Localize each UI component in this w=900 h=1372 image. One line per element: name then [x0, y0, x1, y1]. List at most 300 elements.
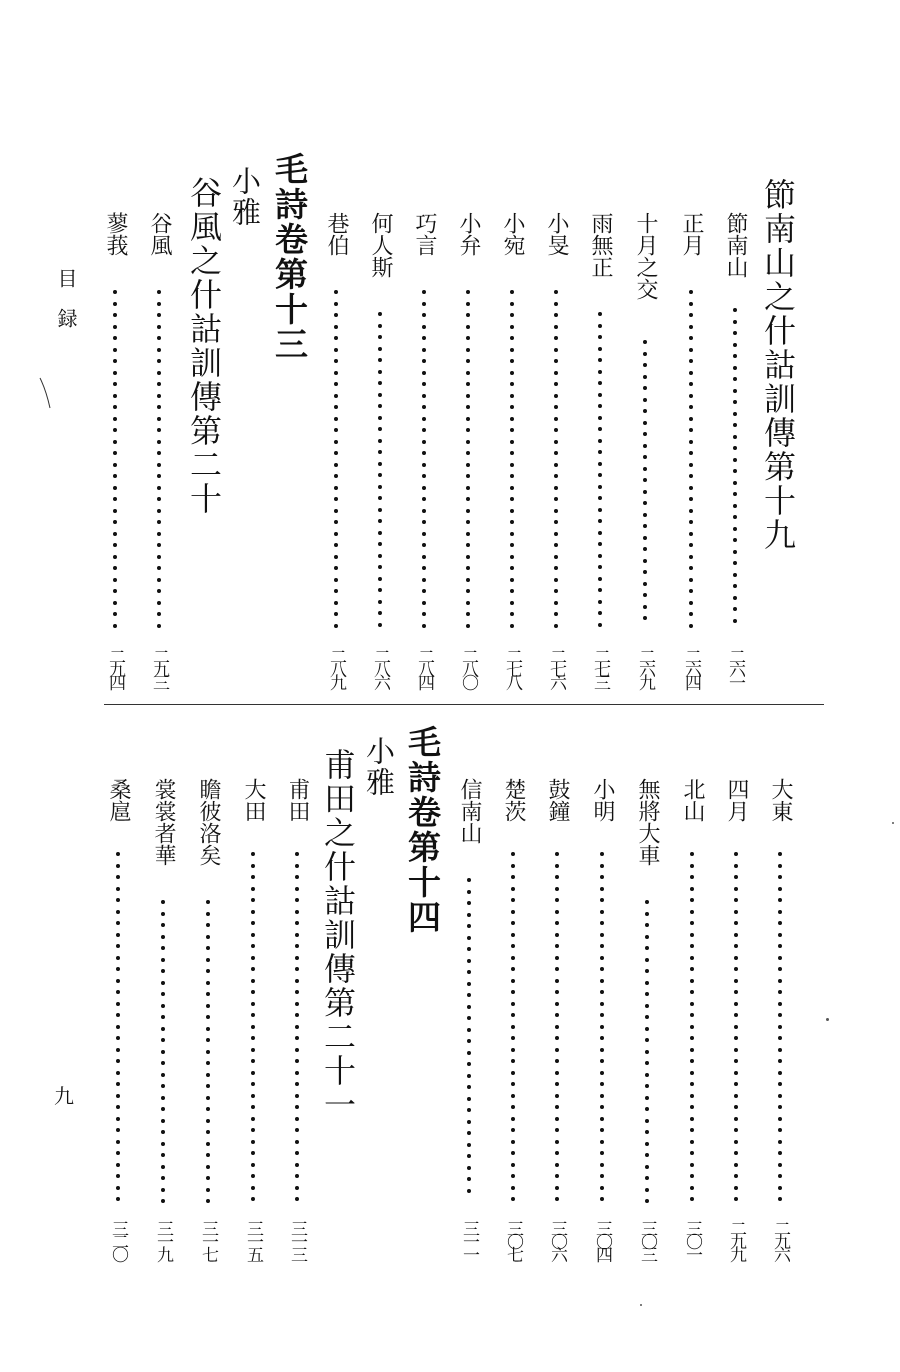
leader-dot	[116, 1013, 120, 1017]
toc-entry-title: 楚茨	[501, 778, 526, 822]
leader-dot	[734, 933, 738, 937]
leader-dot	[734, 1105, 738, 1109]
leader-dot	[466, 463, 470, 467]
leader-dot	[511, 1140, 515, 1144]
leader-dot	[422, 313, 426, 317]
leader-dot	[378, 312, 382, 316]
leader-dot	[734, 1094, 738, 1098]
leader-dot	[645, 946, 649, 950]
dot-leader	[206, 900, 210, 1202]
leader-dot	[643, 363, 647, 367]
leader-dot	[689, 509, 693, 513]
leader-dot	[422, 348, 426, 352]
leader-dot	[116, 1048, 120, 1052]
leader-dot	[295, 967, 299, 971]
leader-dot	[690, 1163, 694, 1167]
leader-dot	[598, 439, 602, 443]
leader-dot	[733, 538, 737, 542]
leader-dot	[116, 1059, 120, 1063]
leader-dot	[116, 1140, 120, 1144]
leader-dot	[295, 1025, 299, 1029]
leader-dot	[643, 536, 647, 540]
leader-dot	[251, 898, 255, 902]
leader-dot	[510, 566, 514, 570]
leader-dot	[554, 325, 558, 329]
leader-dot	[511, 1151, 515, 1155]
leader-dot	[251, 1071, 255, 1075]
leader-dot	[295, 1094, 299, 1098]
leader-dot	[157, 555, 161, 559]
leader-dot	[251, 1151, 255, 1155]
dot-leader	[598, 312, 602, 628]
leader-dot	[251, 1013, 255, 1017]
leader-dot	[511, 1013, 515, 1017]
leader-dot	[600, 864, 604, 868]
leader-dot	[690, 1186, 694, 1190]
leader-dot	[600, 1048, 604, 1052]
leader-dot	[466, 440, 470, 444]
leader-dot	[689, 382, 693, 386]
leader-dot	[378, 427, 382, 431]
leader-dot	[467, 993, 471, 997]
leader-dot	[645, 1084, 649, 1088]
leader-dot	[378, 519, 382, 523]
leader-dot	[734, 1013, 738, 1017]
toc-page-number: 二九四	[105, 648, 125, 687]
toc-page-number: 二九三	[149, 648, 169, 687]
leader-dot	[510, 578, 514, 582]
leader-dot	[689, 486, 693, 490]
leader-dot	[734, 979, 738, 983]
leader-dot	[511, 1163, 515, 1167]
leader-dot	[555, 1094, 559, 1098]
dot-leader	[295, 852, 299, 1202]
leader-dot	[113, 601, 117, 605]
leader-dot	[690, 967, 694, 971]
leader-dot	[733, 515, 737, 519]
leader-dot	[116, 1174, 120, 1178]
leader-dot	[733, 331, 737, 335]
leader-dot	[598, 600, 602, 604]
leader-dot	[378, 370, 382, 374]
leader-dot	[206, 992, 210, 996]
leader-dot	[689, 520, 693, 524]
leader-dot	[295, 852, 299, 856]
leader-dot	[157, 543, 161, 547]
leader-dot	[600, 898, 604, 902]
leader-dot	[113, 290, 117, 294]
leader-dot	[206, 1096, 210, 1100]
leader-dot	[467, 924, 471, 928]
leader-dot	[778, 1151, 782, 1155]
toc-entry-title: 小旻	[544, 212, 569, 256]
leader-dot	[157, 451, 161, 455]
toc-entry-title: 瞻彼洛矣	[196, 778, 221, 866]
leader-dot	[511, 887, 515, 891]
leader-dot	[295, 1048, 299, 1052]
leader-dot	[157, 612, 161, 616]
leader-dot	[334, 313, 338, 317]
leader-dot	[161, 1142, 165, 1146]
leader-dot	[334, 474, 338, 478]
leader-dot	[555, 921, 559, 925]
leader-dot	[643, 375, 647, 379]
leader-dot	[334, 589, 338, 593]
leader-dot	[555, 1071, 559, 1075]
leader-dot	[161, 1107, 165, 1111]
leader-dot	[600, 933, 604, 937]
leader-dot	[466, 578, 470, 582]
leader-dot	[116, 1163, 120, 1167]
leader-dot	[157, 509, 161, 513]
leader-dot	[378, 347, 382, 351]
leader-dot	[157, 428, 161, 432]
leader-dot	[378, 393, 382, 397]
leader-dot	[690, 864, 694, 868]
leader-dot	[643, 455, 647, 459]
toc-page-number: 三〇三	[637, 1220, 657, 1259]
leader-dot	[733, 504, 737, 508]
leader-dot	[555, 979, 559, 983]
leader-dot	[689, 348, 693, 352]
leader-dot	[511, 852, 515, 856]
leader-dot	[116, 887, 120, 891]
leader-dot	[643, 593, 647, 597]
leader-dot	[251, 1163, 255, 1167]
leader-dot	[600, 875, 604, 879]
leader-dot	[600, 1059, 604, 1063]
leader-dot	[645, 1073, 649, 1077]
dot-leader	[778, 852, 782, 1202]
leader-dot	[600, 1186, 604, 1190]
leader-dot	[598, 393, 602, 397]
leader-dot	[643, 478, 647, 482]
leader-dot	[510, 417, 514, 421]
leader-dot	[378, 565, 382, 569]
leader-dot	[510, 543, 514, 547]
leader-dot	[600, 1151, 604, 1155]
leader-dot	[161, 1153, 165, 1157]
leader-dot	[378, 508, 382, 512]
leader-dot	[466, 428, 470, 432]
leader-dot	[334, 359, 338, 363]
leader-dot	[511, 1186, 515, 1190]
leader-dot	[422, 394, 426, 398]
leader-dot	[689, 451, 693, 455]
leader-dot	[251, 1174, 255, 1178]
leader-dot	[555, 990, 559, 994]
leader-dot	[778, 1048, 782, 1052]
dot-leader	[689, 290, 693, 628]
leader-dot	[295, 956, 299, 960]
leader-dot	[643, 444, 647, 448]
leader-dot	[555, 1059, 559, 1063]
leader-dot	[334, 520, 338, 524]
leader-dot	[643, 582, 647, 586]
leader-dot	[157, 440, 161, 444]
leader-dot	[161, 1176, 165, 1180]
leader-dot	[510, 359, 514, 363]
leader-dot	[643, 490, 647, 494]
leader-dot	[467, 1177, 471, 1181]
leader-dot	[554, 486, 558, 490]
leader-dot	[295, 1059, 299, 1063]
leader-dot	[334, 497, 338, 501]
leader-dot	[598, 496, 602, 500]
leader-dot	[295, 1174, 299, 1178]
leader-dot	[645, 1199, 649, 1203]
leader-dot	[643, 501, 647, 505]
leader-dot	[422, 336, 426, 340]
leader-dot	[466, 405, 470, 409]
leader-dot	[378, 404, 382, 408]
leader-dot	[116, 979, 120, 983]
leader-dot	[600, 1163, 604, 1167]
toc-page-number: 二七三	[590, 648, 610, 687]
dot-leader	[733, 308, 737, 628]
leader-dot	[733, 423, 737, 427]
leader-dot	[733, 492, 737, 496]
leader-dot	[206, 1176, 210, 1180]
leader-dot	[778, 910, 782, 914]
leader-dot	[113, 543, 117, 547]
leader-dot	[467, 1039, 471, 1043]
leader-dot	[422, 555, 426, 559]
leader-dot	[467, 970, 471, 974]
leader-dot	[422, 624, 426, 628]
leader-dot	[113, 463, 117, 467]
leader-dot	[689, 624, 693, 628]
leader-dot	[113, 486, 117, 490]
leader-dot	[422, 486, 426, 490]
leader-dot	[113, 325, 117, 329]
leader-dot	[600, 852, 604, 856]
leader-dot	[689, 463, 693, 467]
leader-dot	[734, 1036, 738, 1040]
leader-dot	[778, 1036, 782, 1040]
leader-dot	[251, 1197, 255, 1201]
leader-dot	[206, 1027, 210, 1031]
leader-dot	[555, 1002, 559, 1006]
toc-page-number: 三一五	[243, 1220, 263, 1259]
leader-dot	[733, 446, 737, 450]
leader-dot	[554, 463, 558, 467]
leader-dot	[161, 935, 165, 939]
leader-dot	[251, 887, 255, 891]
leader-dot	[510, 440, 514, 444]
leader-dot	[334, 543, 338, 547]
leader-dot	[598, 473, 602, 477]
toc-entry-title: 裳裳者華	[151, 778, 176, 866]
leader-dot	[554, 543, 558, 547]
leader-dot	[157, 589, 161, 593]
leader-dot	[778, 1094, 782, 1098]
leader-dot	[598, 577, 602, 581]
leader-dot	[600, 921, 604, 925]
leader-dot	[645, 1027, 649, 1031]
leader-dot	[422, 451, 426, 455]
leader-dot	[116, 944, 120, 948]
leader-dot	[422, 417, 426, 421]
leader-dot	[778, 1163, 782, 1167]
toc-page-number: 三一九	[153, 1220, 173, 1259]
leader-dot	[510, 601, 514, 605]
leader-dot	[734, 1059, 738, 1063]
leader-dot	[734, 910, 738, 914]
leader-dot	[733, 308, 737, 312]
leader-dot	[467, 1143, 471, 1147]
leader-dot	[734, 1048, 738, 1052]
leader-dot	[113, 497, 117, 501]
leader-dot	[778, 1013, 782, 1017]
leader-dot	[600, 990, 604, 994]
leader-dot	[689, 359, 693, 363]
toc-page-number: 三〇一	[682, 1220, 702, 1259]
leader-dot	[334, 371, 338, 375]
leader-dot	[251, 1105, 255, 1109]
leader-dot	[422, 612, 426, 616]
leader-dot	[689, 555, 693, 559]
toc-entry-title: 何人斯	[368, 212, 393, 278]
leader-dot	[733, 377, 737, 381]
leader-dot	[113, 566, 117, 570]
dot-leader	[734, 852, 738, 1202]
leader-dot	[422, 532, 426, 536]
leader-dot	[334, 624, 338, 628]
leader-dot	[378, 381, 382, 385]
leader-dot	[510, 474, 514, 478]
leader-dot	[690, 1105, 694, 1109]
leader-dot	[555, 1128, 559, 1132]
leader-dot	[466, 589, 470, 593]
leader-dot	[295, 1163, 299, 1167]
toc-entry-title: 谷風	[147, 212, 172, 256]
leader-dot	[555, 1186, 559, 1190]
leader-dot	[116, 921, 120, 925]
leader-dot	[422, 474, 426, 478]
leader-dot	[161, 1119, 165, 1123]
leader-dot	[734, 1140, 738, 1144]
leader-dot	[116, 910, 120, 914]
leader-dot	[645, 1038, 649, 1042]
leader-dot	[554, 601, 558, 605]
leader-dot	[116, 933, 120, 937]
leader-dot	[467, 959, 471, 963]
leader-dot	[689, 336, 693, 340]
leader-dot	[251, 1036, 255, 1040]
toc-page-number: 二八九	[326, 648, 346, 687]
dot-leader	[554, 290, 558, 628]
leader-dot	[734, 1197, 738, 1201]
leader-dot	[689, 497, 693, 501]
leader-dot	[734, 1002, 738, 1006]
leader-dot	[510, 405, 514, 409]
leader-dot	[422, 578, 426, 582]
leader-dot	[422, 509, 426, 513]
leader-dot	[116, 864, 120, 868]
toc-entry-title: 巷伯	[324, 212, 349, 256]
leader-dot	[598, 358, 602, 362]
leader-dot	[690, 887, 694, 891]
dot-leader	[643, 340, 647, 628]
leader-dot	[689, 612, 693, 616]
leader-dot	[778, 979, 782, 983]
leader-dot	[467, 947, 471, 951]
leader-dot	[466, 497, 470, 501]
leader-dot	[511, 864, 515, 868]
leader-dot	[689, 290, 693, 294]
leader-dot	[555, 887, 559, 891]
leader-dot	[510, 290, 514, 294]
leader-dot	[378, 335, 382, 339]
leader-dot	[689, 566, 693, 570]
toc-page-number: 二八四	[414, 648, 434, 687]
leader-dot	[251, 1128, 255, 1132]
leader-dot	[555, 1117, 559, 1121]
leader-dot	[206, 1073, 210, 1077]
leader-dot	[295, 979, 299, 983]
toc-page-number: 二六一	[725, 648, 745, 687]
leader-dot	[555, 875, 559, 879]
leader-dot	[645, 981, 649, 985]
leader-dot	[554, 405, 558, 409]
leader-dot	[113, 382, 117, 386]
leader-dot	[555, 898, 559, 902]
leader-dot	[161, 1015, 165, 1019]
leader-dot	[251, 933, 255, 937]
leader-dot	[295, 1140, 299, 1144]
leader-dot	[600, 1140, 604, 1144]
leader-dot	[466, 566, 470, 570]
leader-dot	[643, 421, 647, 425]
leader-dot	[598, 542, 602, 546]
leader-dot	[510, 624, 514, 628]
leader-dot	[467, 878, 471, 882]
leader-dot	[116, 1105, 120, 1109]
leader-dot	[116, 1082, 120, 1086]
leader-dot	[113, 451, 117, 455]
leader-dot	[555, 1105, 559, 1109]
leader-dot	[157, 417, 161, 421]
leader-dot	[467, 1062, 471, 1066]
leader-dot	[295, 990, 299, 994]
leader-dot	[690, 1197, 694, 1201]
leader-dot	[690, 1128, 694, 1132]
leader-dot	[295, 1002, 299, 1006]
toc-entry-title: 十月之交	[633, 212, 658, 300]
leader-dot	[113, 532, 117, 536]
leader-dot	[251, 1186, 255, 1190]
leader-dot	[334, 612, 338, 616]
leader-dot	[334, 302, 338, 306]
leader-dot	[206, 1015, 210, 1019]
section-divider	[104, 704, 824, 705]
leader-dot	[555, 1082, 559, 1086]
leader-dot	[734, 1151, 738, 1155]
leader-dot	[511, 1059, 515, 1063]
leader-dot	[378, 496, 382, 500]
leader-dot	[690, 933, 694, 937]
leader-dot	[510, 313, 514, 317]
leader-dot	[511, 898, 515, 902]
leader-dot	[378, 531, 382, 535]
leader-dot	[643, 386, 647, 390]
volume-heading: 毛詩卷第十三	[270, 152, 309, 362]
leader-dot	[554, 290, 558, 294]
leader-dot	[600, 910, 604, 914]
leader-dot	[598, 623, 602, 627]
dot-leader	[251, 852, 255, 1202]
